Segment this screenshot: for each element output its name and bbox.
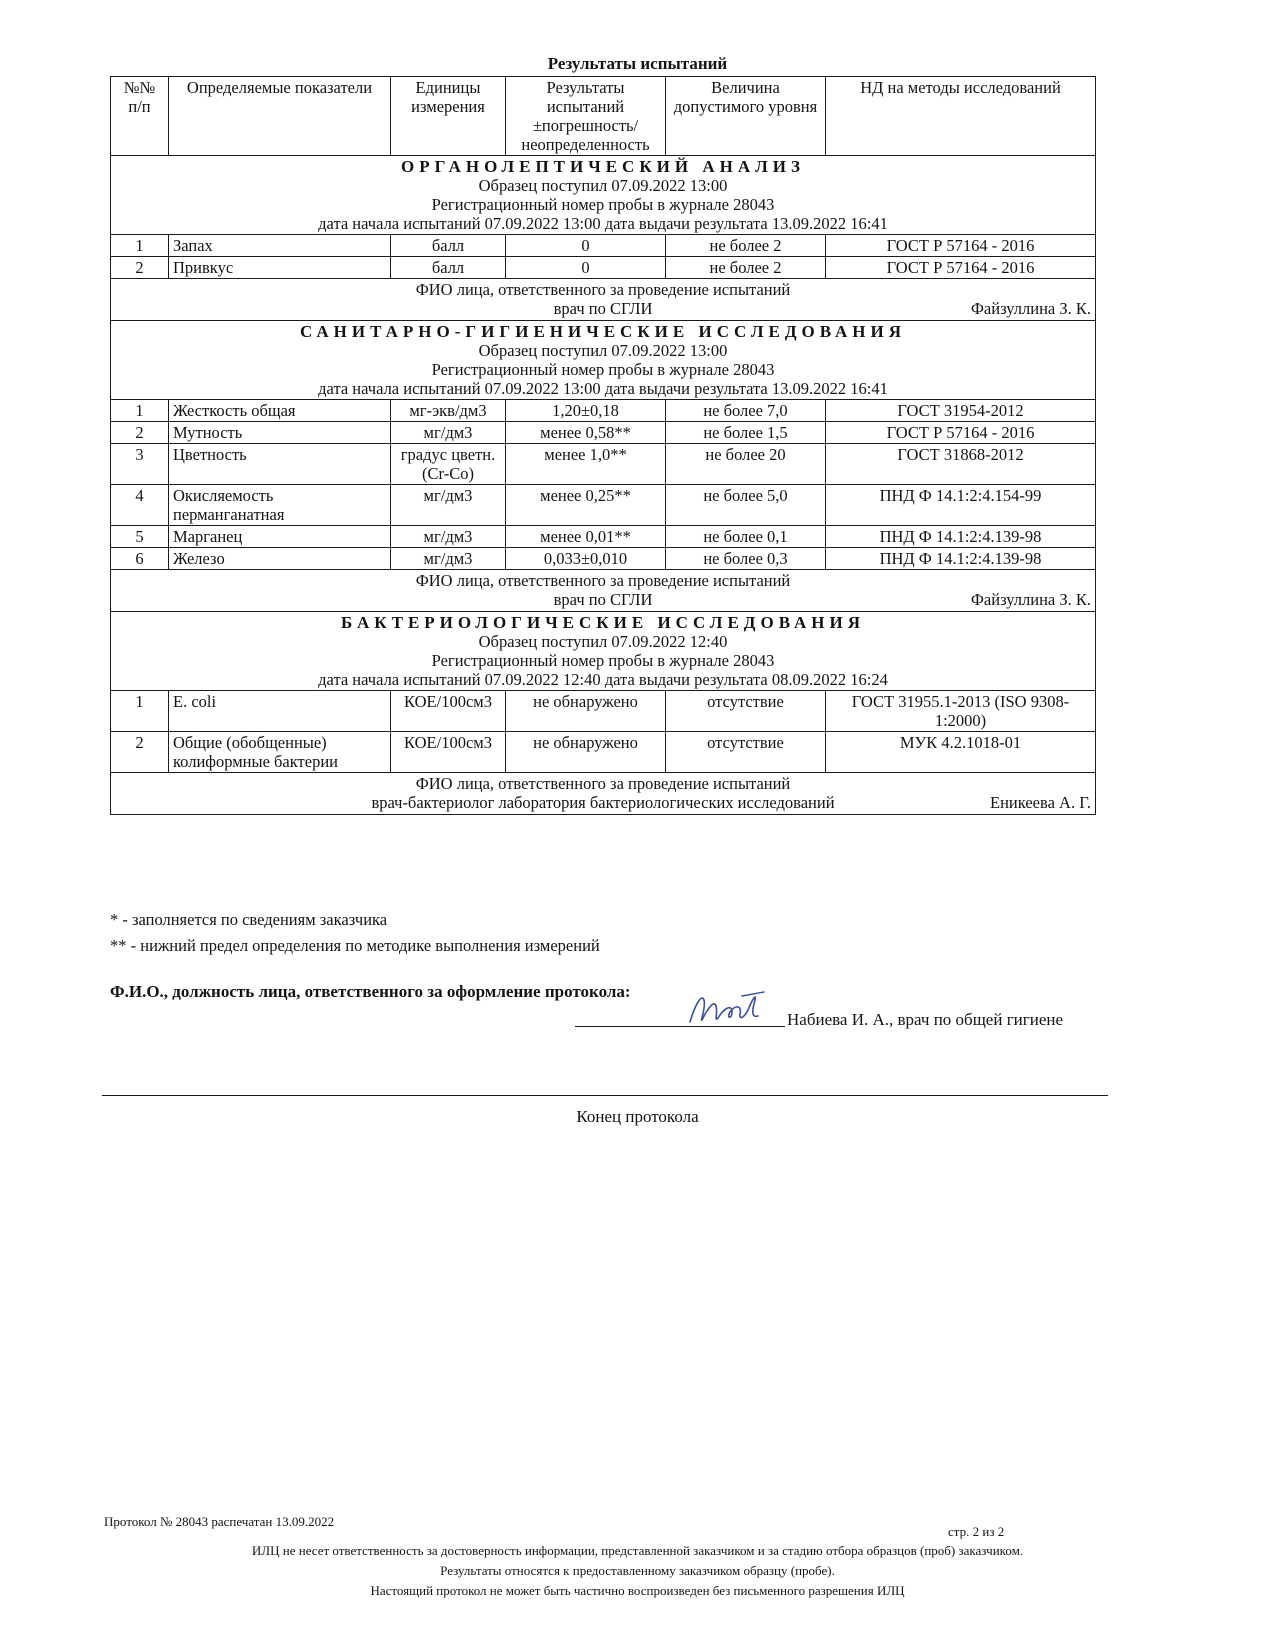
row-result: не обнаружено — [506, 732, 666, 773]
footnote-2: ** - нижний предел определения по методике выполнения измерений — [110, 936, 600, 955]
row-indicator: Мутность — [169, 422, 391, 444]
sample-received: Образец поступил 07.09.2022 13:00 — [478, 176, 728, 195]
footer-line-3: Настоящий протокол не может быть частично воспроизведен без письменного разрешения ИЛЦ — [370, 1583, 905, 1598]
handwritten-signature — [682, 982, 782, 1032]
results-table — [110, 76, 1096, 815]
row-result: 0 — [506, 257, 666, 279]
header-units: Единицы измерения — [391, 77, 506, 156]
row-limit: не более 5,0 — [666, 485, 826, 526]
row-num: 6 — [111, 548, 169, 570]
responsible-label: ФИО лица, ответственного за проведение испытаний — [415, 280, 791, 299]
end-rule — [102, 1095, 1108, 1096]
footnote-1: * - заполняется по сведениям заказчика — [110, 910, 388, 929]
responsible-name: Файзуллина З. К. — [970, 590, 1091, 609]
row-indicator: Железо — [169, 548, 391, 570]
row-num: 5 — [111, 526, 169, 548]
row-limit: отсутствие — [666, 732, 826, 773]
responsible-name: Еникеева А. Г. — [990, 793, 1091, 812]
responsible-label: ФИО лица, ответственного за проведение испытаний — [415, 571, 791, 590]
row-method: ГОСТ Р 57164 - 2016 — [826, 235, 1096, 257]
row-unit: балл — [391, 235, 506, 257]
registration-number: Регистрационный номер пробы в журнале 28043 — [431, 195, 775, 214]
row-num: 4 — [111, 485, 169, 526]
row-indicator: Цветность — [169, 444, 391, 485]
prepared-name: Набиева И. А., врач по общей гигиене — [787, 1010, 1064, 1029]
header-result: Результаты испытаний ±погрешность/ неопределенность — [506, 77, 666, 156]
header-indicator: Определяемые показатели — [169, 77, 391, 156]
row-unit: мг/дм3 — [391, 422, 506, 444]
table-row — [111, 400, 1096, 422]
footer-page: стр. 2 из 2 — [948, 1524, 1005, 1539]
section-title: ОРГАНОЛЕПТИЧЕСКИЙ АНАЛИЗ — [401, 157, 805, 176]
table-row — [111, 548, 1096, 570]
row-unit: мг/дм3 — [391, 485, 506, 526]
responsible-post: врач-бактериолог лаборатория бактериологических исследований — [371, 793, 835, 812]
row-method: ГОСТ 31955.1-2013 (ISO 9308-1:2000) — [826, 691, 1096, 732]
section-header-row — [111, 321, 1096, 400]
section-header-row — [111, 156, 1096, 235]
row-num: 2 — [111, 422, 169, 444]
row-unit: мг/дм3 — [391, 526, 506, 548]
row-indicator: Запах — [169, 235, 391, 257]
section-header-row — [111, 612, 1096, 691]
row-method: ГОСТ Р 57164 - 2016 — [826, 422, 1096, 444]
responsible-name: Файзуллина З. К. — [970, 299, 1091, 318]
row-method: ПНД Ф 14.1:2:4.139-98 — [826, 548, 1096, 570]
row-indicator: E. coli — [169, 691, 391, 732]
row-result: менее 0,01** — [506, 526, 666, 548]
responsible-post: врач по СГЛИ — [553, 299, 653, 318]
table-row — [111, 257, 1096, 279]
row-result: менее 0,25** — [506, 485, 666, 526]
table-row — [111, 485, 1096, 526]
row-method: МУК 4.2.1018-01 — [826, 732, 1096, 773]
row-unit: КОЕ/100см3 — [391, 691, 506, 732]
row-unit: мг-экв/дм3 — [391, 400, 506, 422]
header-limit: Величина допустимого уровня — [666, 77, 826, 156]
row-unit: КОЕ/100см3 — [391, 732, 506, 773]
row-result: не обнаружено — [506, 691, 666, 732]
footer-line-1: ИЛЦ не несет ответственность за достоверность информации, представленной заказчиком и за стадию отбора образцов (проб) заказчиком. — [251, 1543, 1024, 1558]
section-header — [111, 321, 1096, 400]
responsible-person — [111, 279, 1096, 321]
sample-received: Образец поступил 07.09.2022 12:40 — [478, 632, 728, 651]
row-limit: не более 2 — [666, 257, 826, 279]
row-unit: балл — [391, 257, 506, 279]
table-row — [111, 422, 1096, 444]
responsible-details — [115, 299, 1091, 319]
section-title: САНИТАРНО-ГИГИЕНИЧЕСКИЕ ИССЛЕДОВАНИЯ — [299, 322, 907, 341]
section-header — [111, 156, 1096, 235]
table-row — [111, 235, 1096, 257]
row-result: 0 — [506, 235, 666, 257]
row-limit: не более 0,3 — [666, 548, 826, 570]
test-dates: дата начала испытаний 07.09.2022 12:40 дата выдачи результата 08.09.2022 16:24 — [318, 670, 888, 689]
row-num: 1 — [111, 400, 169, 422]
row-method: ПНД Ф 14.1:2:4.154-99 — [826, 485, 1096, 526]
row-limit: отсутствие — [666, 691, 826, 732]
table-row — [111, 444, 1096, 485]
table-row — [111, 732, 1096, 773]
row-method: ГОСТ Р 57164 - 2016 — [826, 257, 1096, 279]
responsible-row — [111, 279, 1096, 321]
row-method: ПНД Ф 14.1:2:4.139-98 — [826, 526, 1096, 548]
responsible-label: ФИО лица, ответственного за проведение испытаний — [415, 774, 791, 793]
row-limit: не более 0,1 — [666, 526, 826, 548]
test-dates: дата начала испытаний 07.09.2022 13:00 дата выдачи результата 13.09.2022 16:41 — [318, 379, 888, 398]
row-indicator: Привкус — [169, 257, 391, 279]
row-num: 2 — [111, 257, 169, 279]
row-indicator: Жесткость общая — [169, 400, 391, 422]
row-limit: не более 7,0 — [666, 400, 826, 422]
row-result: менее 0,58** — [506, 422, 666, 444]
row-limit: не более 2 — [666, 235, 826, 257]
table-header-row — [111, 77, 1096, 156]
row-num: 1 — [111, 691, 169, 732]
responsible-person — [111, 570, 1096, 612]
prepared-label: Ф.И.О., должность лица, ответственного за оформление протокола: — [110, 982, 631, 1001]
responsible-person — [111, 773, 1096, 815]
responsible-post: врач по СГЛИ — [553, 590, 653, 609]
row-limit: не более 1,5 — [666, 422, 826, 444]
table-row — [111, 691, 1096, 732]
row-indicator: Общие (обобщенные) колиформные бактерии — [169, 732, 391, 773]
row-unit: градус цветн.(Cr-Co) — [391, 444, 506, 485]
row-indicator: Марганец — [169, 526, 391, 548]
footer-line-2: Результаты относятся к предоставленному заказчиком образцу (пробе). — [440, 1563, 835, 1578]
registration-number: Регистрационный номер пробы в журнале 28043 — [431, 651, 775, 670]
registration-number: Регистрационный номер пробы в журнале 28043 — [431, 360, 775, 379]
end-of-protocol: Конец протокола — [576, 1107, 699, 1126]
row-unit: мг/дм3 — [391, 548, 506, 570]
page-title: Результаты испытаний — [547, 54, 728, 73]
responsible-details — [115, 793, 1091, 813]
sample-received: Образец поступил 07.09.2022 13:00 — [478, 341, 728, 360]
row-num: 3 — [111, 444, 169, 485]
responsible-details — [115, 590, 1091, 610]
row-result: 1,20±0,18 — [506, 400, 666, 422]
header-method: НД на методы исследований — [826, 77, 1096, 156]
section-title: БАКТЕРИОЛОГИЧЕСКИЕ ИССЛЕДОВАНИЯ — [341, 613, 865, 632]
responsible-row — [111, 773, 1096, 815]
row-limit: не более 20 — [666, 444, 826, 485]
footer-protocol: Протокол № 28043 распечатан 13.09.2022 — [104, 1514, 335, 1529]
responsible-row — [111, 570, 1096, 612]
row-num: 2 — [111, 732, 169, 773]
row-indicator: Окисляемость перманганатная — [169, 485, 391, 526]
row-method: ГОСТ 31954-2012 — [826, 400, 1096, 422]
row-num: 1 — [111, 235, 169, 257]
test-dates: дата начала испытаний 07.09.2022 13:00 дата выдачи результата 13.09.2022 16:41 — [318, 214, 888, 233]
row-method: ГОСТ 31868-2012 — [826, 444, 1096, 485]
header-num: №№ п/п — [111, 77, 169, 156]
table-row — [111, 526, 1096, 548]
row-result: менее 1,0** — [506, 444, 666, 485]
row-result: 0,033±0,010 — [506, 548, 666, 570]
section-header — [111, 612, 1096, 691]
